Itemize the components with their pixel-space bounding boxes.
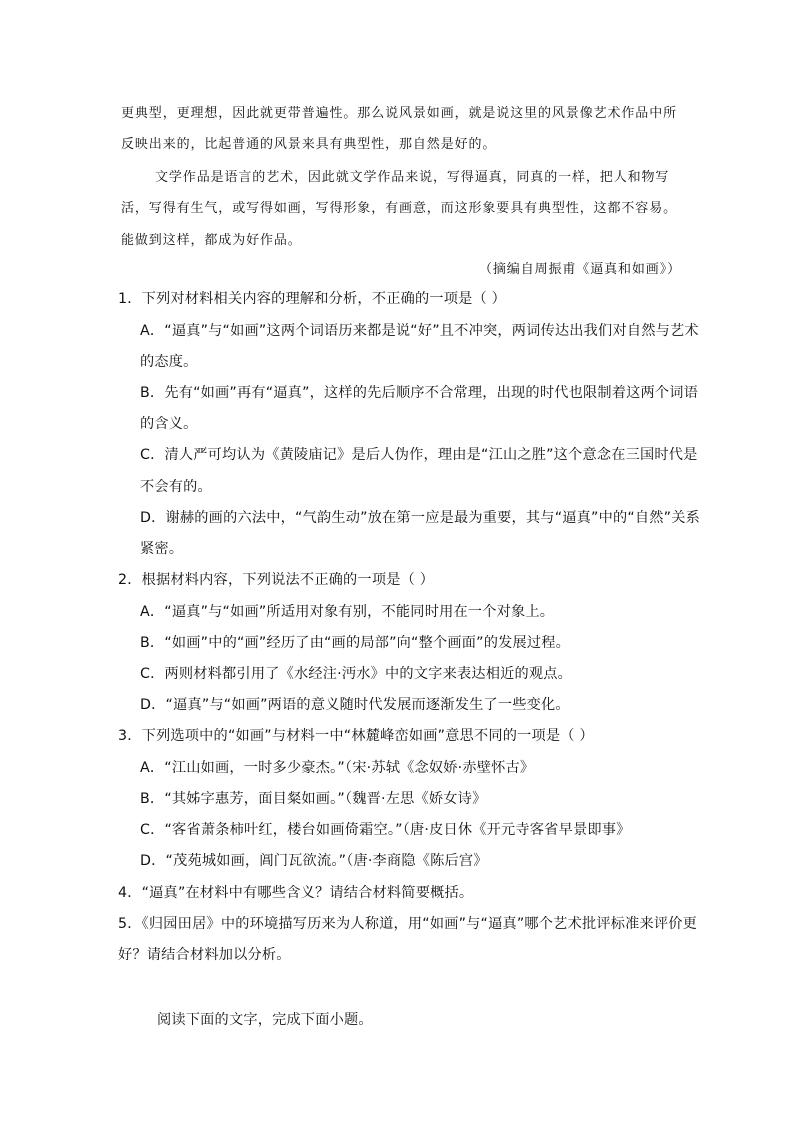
option-d-cont: 紧密。 — [140, 541, 184, 557]
question-stem: 2．根据材料内容，下列说法不正确的一项是（ ） — [118, 572, 435, 588]
reading-instruction: 阅读下面的文字，完成下面小题。 — [157, 1012, 373, 1028]
option-a: A．“逼真”与“如画”这两个词语历来都是说“好”且不冲突，两词传达出我们对自然与艺术 — [140, 323, 699, 339]
option-d: D．“茂苑城如画，阊门瓦欲流。”（唐·李商隐《陈后宫》 — [140, 853, 488, 869]
question-stem: 3．下列选项中的“如画”与材料一中“林麓峰峦如画”意思不同的一项是（ ） — [118, 728, 594, 744]
option-a: A．“逼真”与“如画”所适用对象有别，不能同时用在一个对象上。 — [140, 604, 555, 620]
passage-line: 活，写得有生气，或写得如画，写得形象，有画意，而这形象要具有典型性，这都不容易。 — [121, 201, 678, 216]
option-b: B．“如画”中的“画”经历了由“画的局部”向“整个画面”的发展过程。 — [140, 635, 571, 651]
passage-line: 反映出来的，比起普通的风景来具有典型性，那自然是好的。 — [121, 137, 497, 152]
option-c: C．清人严可均认为《黄陵庙记》是后人伪作，理由是“江山之胜”这个意念在三国时代是 — [140, 447, 698, 463]
option-d: D．谢赫的画的六法中，“气韵生动”放在第一应是最为重要，其与“逼真”中的“自然”关系 — [140, 510, 700, 526]
question-stem: 5．《归园田居》中的环境描写历来为人称道，用“如画”与“逼真”哪个艺术批评标准来评价更 — [118, 916, 698, 932]
passage-line: 能做到这样，都成为好作品。 — [121, 233, 302, 248]
passage-line: 更典型，更理想，因此就更带普遍性。那么说风景如画，就是说这里的风景像艺术作品中所 — [121, 106, 678, 121]
option-b: B．先有“如画”再有“逼真”，这样的先后顺序不合常理，出现的时代也限制着这两个词语 — [140, 385, 699, 401]
option-b: B．“其姊字惠芳，面目粲如画。”（魏晋·左思《娇女诗》 — [140, 791, 487, 807]
question-stem: 4．“逼真”在材料中有哪些含义？请结合材料简要概括。 — [118, 885, 474, 901]
question-stem-cont: 好？请结合材料加以分析。 — [118, 947, 291, 963]
option-a: A．“江山如画，一时多少豪杰。”（宋·苏轼《念奴娇·赤壁怀古》 — [140, 760, 535, 776]
option-a-cont: 的态度。 — [140, 354, 198, 370]
option-b-cont: 的含义。 — [140, 416, 198, 432]
option-d: D．“逼真”与“如画”两语的意义随时代发展而逐渐发生了一些变化。 — [140, 697, 570, 713]
passage-line: 文学作品是语言的艺术，因此就文学作品来说，写得逼真，同真的一样，把人和物写 — [155, 170, 670, 185]
option-c: C．“客省萧条柿叶红，楼台如画倚霜空。”（唐·皮日休《开元寺客省早景即事》 — [140, 822, 631, 838]
option-c-cont: 不会有的。 — [140, 479, 212, 495]
passage-source: （摘编自周振甫《逼真和如画》） — [479, 262, 682, 277]
option-c: C．两则材料都引用了《水经注·沔水》中的文字来表达相近的观点。 — [140, 666, 573, 682]
question-stem: 1．下列对材料相关内容的理解和分析，不正确的一项是（ ） — [118, 291, 507, 307]
